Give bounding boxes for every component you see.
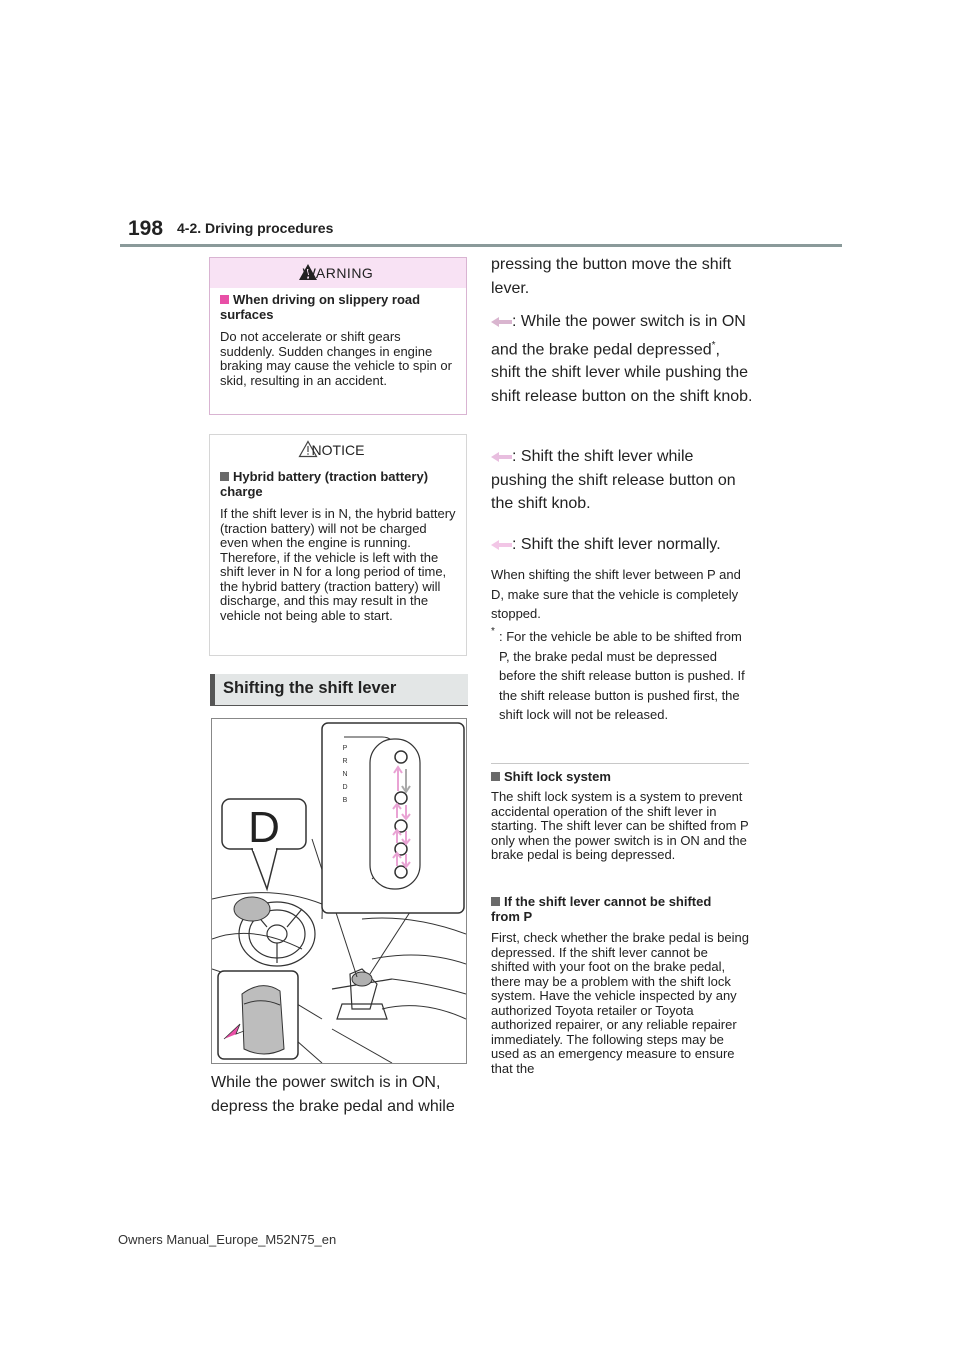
section-title: 4-2. Driving procedures: [177, 220, 334, 236]
display-letter: D: [248, 803, 280, 852]
gear-letter-r: R: [342, 758, 348, 765]
shift-lever-drawing: [212, 719, 466, 1063]
grey-square-bullet-icon: [220, 472, 229, 481]
gear-letter-n: N: [342, 771, 348, 778]
notice-header: [210, 435, 466, 465]
gear-letter-d: D: [342, 784, 348, 791]
right-item-1: : While the power switch is in ON and the brake pedal depressed*, shift the shift lever while pushing the shift release button on the shift knob.: [491, 313, 753, 405]
right-item-3: : Shift the shift lever normally.: [491, 533, 753, 557]
gear-letter-b: B: [342, 797, 348, 804]
shift-lever-illustration: [211, 718, 467, 1064]
footer-doc-id: Owners Manual_Europe_M52N75_en: [118, 1232, 337, 1247]
header-rule: [120, 244, 842, 247]
section-heading: Shifting the shift lever: [210, 674, 468, 705]
left-body-text: While the power switch is in ON, depress the brake pedal and while: [211, 1074, 455, 1115]
notice-box: [209, 434, 467, 656]
notice-subheading: Hybrid battery (traction battery) charge: [220, 469, 429, 499]
gear-letter-p: P: [342, 745, 348, 752]
shift-lock-body: The shift lock system is a system to prevent accidental operation of the shift lever in starting. The shift lever can be shifted from P only when the power switch is in ON and the brake pedal is being depressed.: [491, 789, 749, 862]
divider: [491, 763, 749, 764]
notice-label: NOTICE: [311, 442, 365, 458]
left-arrow-icon: [491, 317, 512, 327]
shift-lock-heading: Shift lock system: [491, 769, 749, 784]
warning-subheading: When driving on slippery road surfaces: [220, 292, 421, 322]
left-arrow-icon: [491, 452, 512, 462]
left-arrow-icon: [491, 540, 512, 550]
right-item-2: : Shift the shift lever while pushing the shift release button on the shift knob.: [491, 448, 736, 512]
right-intro-text: pressing the button move the shift lever.: [491, 256, 732, 297]
section-heading-rule: [210, 705, 468, 706]
cannot-shift-body: First, check whether the brake pedal is being depressed. If the shift lever cannot be shifted with your foot on the brake pedal, there may be a problem with the shift lock system. Have the vehicle inspected by any authorized Toyota retailer or Toyota authorized repairer, or any reliable repairer immediately. The following steps may be used as an emergency measure to ensure that the: [491, 930, 749, 1076]
footnote: * : For the vehicle be able to be shifted from P, the brake pedal must be depressed before the shift release button is pushed. If the shift release button is pushed first, the shift lock will not be released.: [491, 626, 745, 722]
shift-note: When shifting the shift lever between P and D, make sure that the vehicle is completely stopped.: [491, 567, 741, 621]
page-number: 198: [128, 217, 164, 240]
grey-square-bullet-icon: [491, 772, 500, 781]
notice-body: If the shift lever is in N, the hybrid battery (traction battery) will not be charged even when the engine is running. Therefore, if the vehicle is left with the shift lever in N for a long period of time, the hybrid battery (traction battery) will discharge, and this may result in the vehicle not being able to start.: [220, 506, 456, 623]
pink-square-bullet-icon: [220, 295, 229, 304]
warning-box: [209, 257, 467, 415]
warning-body: Do not accelerate or shift gears suddenly. Sudden changes in engine braking may cause the vehicle to spin or skid, resulting in an accident.: [220, 329, 452, 388]
warning-label: WARNING: [302, 265, 374, 281]
cannot-shift-heading: If the shift lever cannot be shifted from P: [491, 894, 712, 924]
warning-header: [210, 258, 466, 288]
grey-square-bullet-icon: [491, 897, 500, 906]
